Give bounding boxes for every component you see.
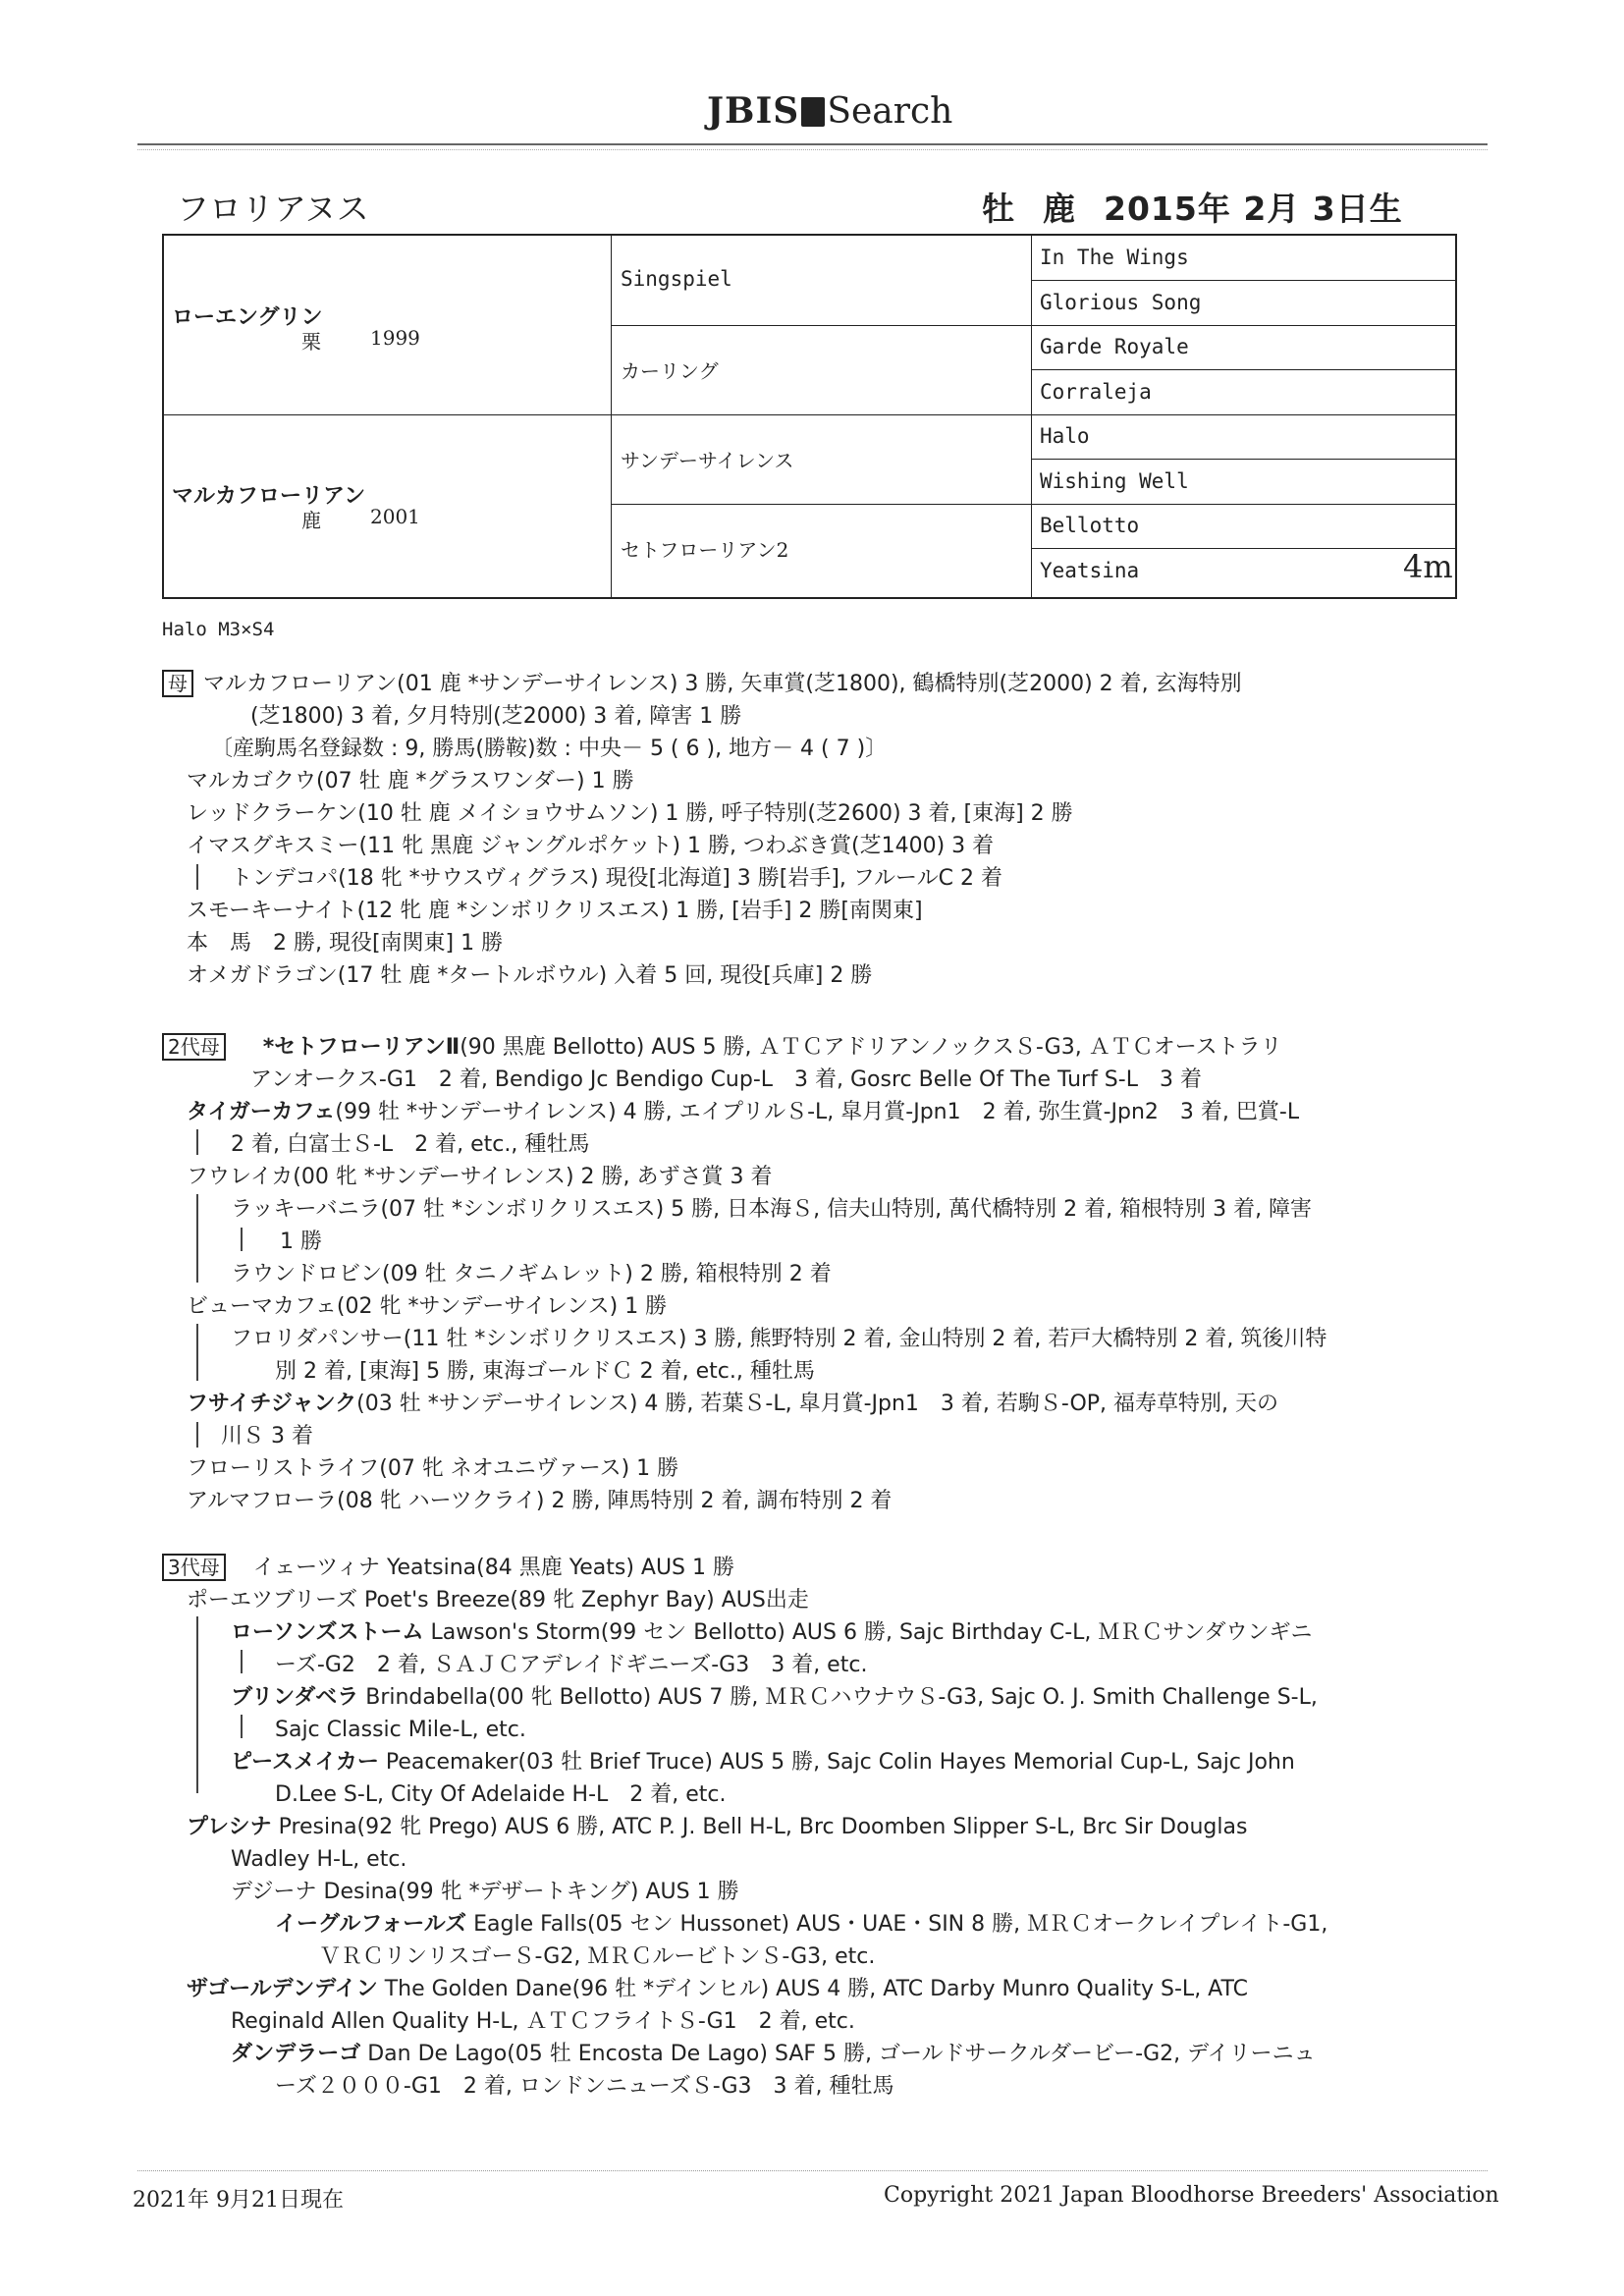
dam-line: トンデコパ(18 牝 *サウスヴィグラス) 現役[北海道] 3 勝[岩手], フルールC 2 着 bbox=[231, 866, 1002, 891]
second-dam-line: ラウンドロビン(09 牡 タニノギムレット) 2 勝, 箱根特別 2 着 bbox=[231, 1262, 832, 1286]
second-dam-line: アルマフローラ(08 牝 ハーツクライ) 2 勝, 陣馬特別 2 着, 調布特別 2 着 bbox=[187, 1489, 893, 1513]
ped-gen2-2: カーリング bbox=[621, 359, 719, 383]
dam-name: マルカフローリアン bbox=[172, 484, 366, 509]
second-dam-line: 2 着, 白富士Ｓ-L 2 着, etc., 種牡馬 bbox=[231, 1132, 590, 1157]
ped-gen2-3: サンデーサイレンス bbox=[621, 449, 794, 472]
third-dam-line: D.Lee S-L, City Of Adelaide H-L 2 着, etc. bbox=[275, 1782, 727, 1807]
sire-name: ローエングリン bbox=[172, 305, 323, 330]
third-dam-line: ーズ-G2 2 着, ＳＡＪＣアデレイドギニーズ-G3 3 着, etc. bbox=[275, 1653, 868, 1677]
second-dam-line: 川Ｓ 3 着 bbox=[221, 1424, 313, 1449]
pedigree-table bbox=[162, 234, 1457, 599]
third-dam-name: ザゴールデンデイン bbox=[187, 1977, 378, 2001]
second-dam-name: *セトフローリアンⅡ bbox=[262, 1035, 460, 1060]
ped-gen2-1: Singspiel bbox=[621, 267, 732, 291]
ped-gen3-1: In The Wings bbox=[1040, 246, 1189, 269]
ped-gen3-5: Halo bbox=[1040, 424, 1090, 448]
ped-gen3-6: Wishing Well bbox=[1040, 469, 1189, 493]
ped-gen3-4: Corraleja bbox=[1040, 380, 1152, 404]
second-dam-line: アンオークス-G1 2 着, Bendigo Jc Bendigo Cup-L 3 着, Gosrc Belle Of The Turf S-L 3 着 bbox=[250, 1067, 1202, 1092]
second-dam-line: 1 勝 bbox=[280, 1230, 322, 1254]
footer-copyright: Copyright 2021 Japan Bloodhorse Breeders' Association bbox=[884, 2183, 1499, 2208]
family-number: 4m bbox=[1403, 548, 1453, 585]
ped-gen2-4: セトフローリアン2 bbox=[621, 538, 789, 562]
second-dam-line: フウレイカ(00 牝 *サンデーサイレンス) 2 勝, あずさ賞 3 着 bbox=[187, 1165, 773, 1189]
dam-line: オメガドラゴン(17 牡 鹿 *タートルボウル) 入着 5 回, 現役[兵庫] 2 勝 bbox=[187, 963, 873, 988]
section-tag-dam: 母 bbox=[162, 670, 193, 697]
third-dam-line: Presina(92 牝 Prego) AUS 6 勝, ATC P. J. Bell H-L, Brc Doomben Slipper S-L, Brc Sir Douglas bbox=[271, 1815, 1248, 1839]
ped-gen3-2: Glorious Song bbox=[1040, 291, 1202, 314]
second-dam-section bbox=[162, 1031, 1326, 1517]
third-dam-line: Dan De Lago(05 牡 Encosta De Lago) SAF 5 勝, ゴールドサークルダービー-G2, デイリーニュ bbox=[360, 2042, 1316, 2066]
dam-section bbox=[162, 668, 1242, 992]
dam-year: 2001 bbox=[370, 505, 420, 528]
third-dam-line: ＶＲＣリンリスゴーＳ-G2, ＭＲＣルービトンＳ-G3, etc. bbox=[319, 1944, 876, 1969]
horse-profile bbox=[982, 184, 1403, 230]
second-dam-line: フローリストライフ(07 牝 ネオユニヴァース) 1 勝 bbox=[187, 1456, 679, 1481]
third-dam-line: Lawson's Storm(99 セン Bellotto) AUS 6 勝, Sajc Birthday C-L, ＭＲＣサンダウンギニ bbox=[423, 1620, 1313, 1645]
third-dam-name: ブリンダベラ bbox=[231, 1685, 359, 1710]
second-dam-name: フサイチジャンク bbox=[187, 1392, 357, 1416]
inbreeding-note: Halo M3×S4 bbox=[162, 619, 275, 640]
dam-line: (芝1800) 3 着, 夕月特別(芝2000) 3 着, 障害 1 勝 bbox=[250, 704, 742, 729]
third-dam-line: Sajc Classic Mile-L, etc. bbox=[275, 1718, 526, 1742]
third-dam-line: Peacemaker(03 牡 Brief Truce) AUS 5 勝, Sajc Colin Hayes Memorial Cup-L, Sajc John bbox=[378, 1750, 1295, 1775]
dam-line: レッドクラーケン(10 牡 鹿 メイショウサムソン) 1 勝, 呼子特別(芝2600) 3 着, [東海] 2 勝 bbox=[187, 801, 1073, 826]
third-dam-line: Eagle Falls(05 セン Hussonet) AUS・UAE・SIN 8 勝, ＭＲＣオークレイプレイト-G1, bbox=[466, 1912, 1328, 1937]
dam-line: イマスグキスミー(11 牝 黒鹿 ジャングルポケット) 1 勝, つわぶき賞(芝1400) 3 着 bbox=[187, 834, 995, 858]
third-dam-line: ーズ２０００-G1 2 着, ロンドンニューズＳ-G3 3 着, 種牡馬 bbox=[275, 2074, 894, 2099]
second-dam-line: (99 牡 *サンデーサイレンス) 4 勝, エイプリルＳ-L, 皐月賞-Jpn1 2 着, 弥生賞-Jpn2 3 着, 巴賞-L bbox=[335, 1100, 1300, 1124]
horse-birth: 2015年 2月 3日生 bbox=[1104, 190, 1403, 228]
third-dam-section bbox=[162, 1552, 1327, 2103]
ped-gen3-8: Yeatsina bbox=[1040, 559, 1140, 582]
sire-color: 栗 bbox=[301, 330, 321, 354]
header-divider-dotted bbox=[137, 149, 1488, 150]
dam-line: マルカフローリアン(01 鹿 *サンデーサイレンス) 3 勝, 矢車賞(芝1800), 鶴橋特別(芝2000) 2 着, 玄海特別 bbox=[203, 672, 1242, 696]
dam-line: マルカゴクウ(07 牡 鹿 *グラスワンダー) 1 勝 bbox=[187, 769, 634, 793]
section-tag-2nd-dam: 2代母 bbox=[162, 1033, 226, 1061]
ped-gen3-3: Garde Royale bbox=[1040, 335, 1189, 358]
ped-gen3-7: Bellotto bbox=[1040, 514, 1140, 537]
horse-name: フロリアヌス bbox=[177, 190, 369, 228]
second-dam-name: タイガーカフェ bbox=[187, 1100, 336, 1124]
third-dam-name: プレシナ bbox=[187, 1815, 272, 1839]
third-dam-line: The Golden Dane(96 牡 *デインヒル) AUS 4 勝, ATC Darby Munro Quality S-L, ATC bbox=[377, 1977, 1249, 2001]
second-dam-line: ビューマカフェ(02 牝 *サンデーサイレンス) 1 勝 bbox=[187, 1294, 668, 1319]
dam-line: 〔産駒馬名登録数 : 9, 勝馬(勝鞍)数 : 中央－ 5 ( 6 ), 地方－ 4 ( 7 )〕 bbox=[211, 737, 888, 761]
third-dam-line: デジーナ Desina(99 牝 *デザートキング) AUS 1 勝 bbox=[231, 1880, 739, 1904]
third-dam-line: イェーツィナ Yeatsina(84 黒鹿 Yeats) AUS 1 勝 bbox=[252, 1556, 734, 1580]
dam-color: 鹿 bbox=[301, 509, 321, 532]
section-tag-3rd-dam: 3代母 bbox=[162, 1554, 226, 1581]
third-dam-name: ダンデラーゴ bbox=[231, 2042, 361, 2066]
third-dam-line: Wadley H-L, etc. bbox=[231, 1847, 407, 1872]
second-dam-line: フロリダパンサー(11 牡 *シンボリクリスエス) 3 勝, 熊野特別 2 着, 金山特別 2 着, 若戸大橋特別 2 着, 筑後川特 bbox=[231, 1327, 1327, 1351]
dam-line: 本 馬 2 勝, 現役[南関東] 1 勝 bbox=[187, 931, 504, 956]
second-dam-line: (03 牡 *サンデーサイレンス) 4 勝, 若葉Ｓ-L, 皐月賞-Jpn1 3 着, 若駒Ｓ-OP, 福寿草特別, 天の bbox=[356, 1392, 1279, 1416]
horse-sex: 牡 bbox=[982, 190, 1015, 228]
third-dam-line: Reginald Allen Quality H-L, ＡＴＣフライトＳ-G1 2 着, etc. bbox=[231, 2009, 855, 2034]
footer-date: 2021年 9月21日現在 bbox=[133, 2188, 344, 2213]
third-dam-line: Brindabella(00 牝 Bellotto) AUS 7 勝, ＭＲＣハウナウＳ-G3, Sajc O. J. Smith Challenge S-L, bbox=[358, 1685, 1318, 1710]
third-dam-name: ピースメイカー bbox=[231, 1750, 379, 1775]
third-dam-line: ポーエツブリーズ Poet's Breeze(89 牝 Zephyr Bay) AUS出走 bbox=[187, 1588, 809, 1613]
third-dam-name: ローソンズストーム bbox=[231, 1620, 424, 1645]
footer-divider bbox=[137, 2170, 1488, 2171]
second-dam-line: 別 2 着, [東海] 5 勝, 東海ゴールドＣ 2 着, etc., 種牡馬 bbox=[275, 1359, 815, 1384]
dam-line: スモーキーナイト(12 牝 鹿 *シンボリクリスエス) 1 勝, [岩手] 2 勝[南関東] bbox=[187, 899, 923, 923]
third-dam-name: イーグルフォールズ bbox=[275, 1912, 467, 1937]
sire-year: 1999 bbox=[370, 326, 420, 350]
jbis-search-logo: JBIS Search bbox=[707, 90, 953, 132]
horse-color: 鹿 bbox=[1043, 190, 1076, 228]
header-divider bbox=[137, 143, 1488, 145]
second-dam-line: (90 黒鹿 Bellotto) AUS 5 勝, ＡＴＣアドリアンノックスＳ-G3, ＡＴＣオーストラリ bbox=[460, 1035, 1282, 1060]
second-dam-line: ラッキーバニラ(07 牡 *シンボリクリスエス) 5 勝, 日本海Ｓ, 信夫山特別, 萬代橋特別 2 着, 箱根特別 3 着, 障害 bbox=[231, 1197, 1313, 1222]
horse-logo-icon bbox=[801, 97, 825, 127]
